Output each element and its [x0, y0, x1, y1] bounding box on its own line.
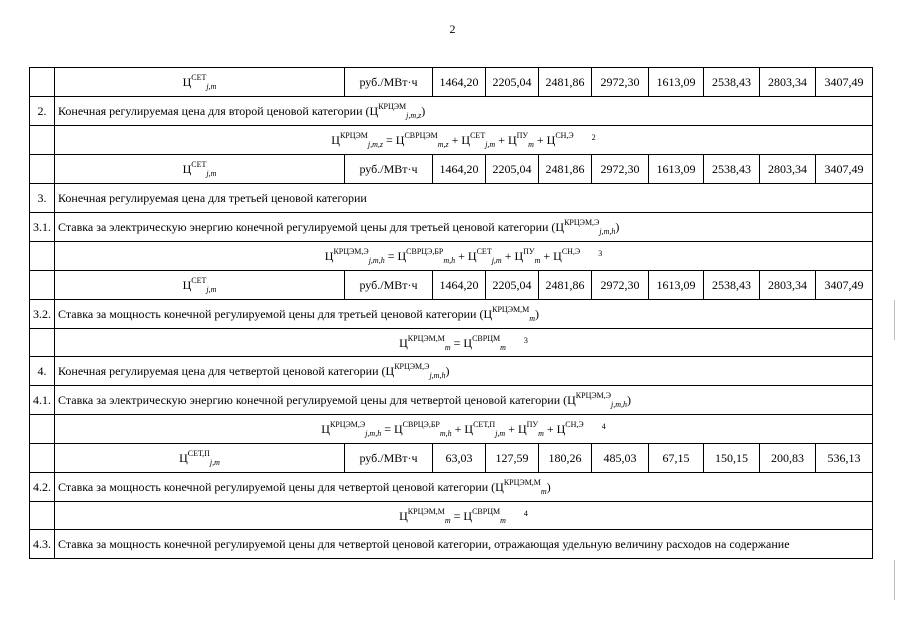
unit-cell: руб./МВт·ч	[345, 155, 433, 184]
section-title	[55, 97, 873, 126]
section-title	[55, 386, 873, 415]
formula-lhs	[321, 420, 381, 438]
formula-lhs-sup: КРЦЭМ,Э	[329, 420, 366, 429]
section-title	[55, 357, 873, 386]
formula-term	[388, 247, 455, 265]
price-symbol	[183, 73, 217, 91]
value-cell: 2972,30	[592, 68, 649, 97]
formula-term-sup: СЕТ,П	[473, 420, 496, 429]
formula-lhs-sub: j,m,h	[368, 256, 385, 265]
formula-term-sup: СЕТ	[476, 247, 492, 256]
price-symbol-base: Ц	[182, 162, 192, 176]
table-row	[30, 155, 873, 184]
section-title-sup: КРЦЭМ,Э	[564, 218, 600, 227]
formula-term	[386, 131, 449, 149]
formula-term-sup: СВРЦЭ,БР	[402, 420, 440, 429]
section-title-sub: m	[529, 314, 535, 323]
section-title-sub: j,m,h	[429, 371, 446, 380]
footnote-mark: 3	[598, 249, 603, 258]
value-cell: 200,83	[760, 444, 816, 473]
section-title-text: Ставка за мощность конечной регулируемой цены для третьей ценовой категории (Ц	[58, 307, 493, 321]
section-title-text: Ставка за мощность конечной регулируемой цены для четвертой ценовой категории (Ц	[58, 480, 504, 494]
formula-term-sub: m,h	[439, 429, 452, 438]
section-title-tail: )	[535, 307, 539, 321]
page-number: 2	[449, 22, 456, 36]
value-cell: 1464,20	[433, 68, 486, 97]
table-row	[30, 126, 873, 155]
section-title-tail: )	[421, 104, 426, 118]
table-row	[30, 386, 873, 415]
row-number: 3.2.	[30, 300, 55, 329]
section-title	[55, 473, 873, 502]
formula-term-sup: СН,Э	[555, 131, 574, 140]
section-title-sup: КРЦЭМ,М	[492, 305, 530, 314]
table-row	[30, 213, 873, 242]
formula-term-sup: ПУ	[516, 131, 529, 140]
section-title-text: Конечная регулируемая цена для третьей ценовой категории	[58, 190, 367, 205]
formula-term-base: = Ц	[387, 249, 407, 263]
table-row	[30, 97, 873, 126]
formula-term-sub: m	[528, 140, 534, 149]
value-cell: 63,03	[433, 444, 486, 473]
formula-term-sup: СН,Э	[561, 247, 581, 256]
section-title-tail: )	[445, 364, 450, 378]
row-number	[30, 126, 55, 155]
formula-term-sup: ПУ	[523, 247, 535, 256]
footnote-mark: 4	[601, 422, 606, 431]
formula-term-sup: СВРЦЭ,БР	[406, 247, 444, 256]
formula-term-sub: m	[500, 515, 506, 525]
value-cell: 2803,34	[760, 155, 816, 184]
price-symbol-sub: j,m	[206, 82, 217, 91]
row-number	[30, 271, 55, 300]
value-cell: 1464,20	[433, 271, 486, 300]
value-cell: 2803,34	[760, 68, 816, 97]
table-row	[30, 415, 873, 444]
formula-term	[458, 247, 502, 265]
formula-term	[547, 420, 584, 437]
formula-term-sub: j,m	[491, 256, 502, 265]
price-symbol-base: Ц	[182, 75, 192, 89]
unit-cell: руб./МВт·ч	[345, 68, 433, 97]
formula-term-sub: j,m	[485, 140, 496, 149]
value-cell: 150,15	[704, 444, 760, 473]
table-row	[30, 444, 873, 473]
formula-lhs	[399, 507, 451, 525]
formula-term-base: + Ц	[454, 422, 474, 436]
formula-term-base: + Ц	[504, 249, 524, 263]
section-title	[55, 300, 873, 329]
row-number: 4.2.	[30, 473, 55, 502]
row-number	[30, 155, 55, 184]
section-title-text: Конечная регулируемая цена для четвертой ценовой категории (Ц	[58, 364, 395, 378]
table-row	[30, 473, 873, 502]
value-cell: 1613,09	[649, 271, 704, 300]
price-symbol-cell	[55, 155, 345, 184]
value-cell: 1613,09	[649, 155, 704, 184]
table-row	[30, 530, 873, 559]
formula-term-sub: m	[500, 342, 506, 352]
section-title-sup: КРЦЭМ,Э	[575, 391, 612, 400]
unit-cell: руб./МВт·ч	[345, 271, 433, 300]
table-row	[30, 300, 873, 329]
value-cell: 3407,49	[816, 271, 873, 300]
table-row	[30, 329, 873, 357]
formula-lhs-base: Ц	[399, 508, 408, 523]
value-cell: 2205,04	[486, 155, 539, 184]
value-cell: 3407,49	[816, 155, 873, 184]
value-cell: 2803,34	[760, 271, 816, 300]
formula-lhs-sub: m	[444, 342, 451, 352]
formula-term-base: + Ц	[458, 249, 477, 263]
section-title-text: Ставка за электрическую энергию конечной регулируемой цены для третьей ценовой категории (Ц	[58, 220, 565, 234]
section-title	[55, 213, 873, 242]
price-symbol-sup: СЕТ,П	[187, 449, 210, 458]
price-symbol	[183, 160, 217, 178]
price-symbol-sub: j,m	[209, 458, 220, 467]
value-cell: 2972,30	[592, 155, 649, 184]
table-row	[30, 68, 873, 97]
value-cell: 2972,30	[592, 271, 649, 300]
value-cell: 2205,04	[486, 68, 539, 97]
tariff-table	[29, 67, 873, 559]
formula-term-sup: ПУ	[526, 420, 539, 429]
formula-term-sup: СВРЦЭМ	[404, 131, 438, 140]
formula-term	[452, 131, 496, 149]
formula-term	[498, 131, 534, 149]
section-title	[55, 530, 873, 559]
value-cell: 180,26	[539, 444, 592, 473]
formula-term-base: + Ц	[546, 422, 566, 436]
price-symbol-sub: j,m	[206, 285, 217, 294]
formula-term-sub: m	[534, 256, 541, 265]
footnote-mark: 4	[523, 508, 528, 518]
section-title-sup: КРЦЭМ	[378, 102, 407, 111]
margin-mark	[894, 560, 895, 600]
row-number	[30, 242, 55, 271]
section-title	[55, 184, 873, 213]
formula-term-sup: СЕТ	[470, 131, 486, 140]
formula-term	[454, 334, 506, 352]
formula-term	[455, 420, 506, 438]
margin-mark	[894, 300, 895, 340]
price-symbol-base: Ц	[179, 451, 188, 465]
table-row	[30, 271, 873, 300]
row-number	[30, 329, 55, 357]
formula-term	[543, 247, 580, 264]
formula-term-base: = Ц	[386, 133, 405, 147]
row-number: 3.1.	[30, 213, 55, 242]
section-title-sub: j,m,h	[611, 400, 628, 409]
section-title-tail: )	[615, 220, 620, 234]
formula	[399, 334, 528, 352]
row-number: 2.	[30, 97, 55, 126]
value-cell: 1613,09	[649, 68, 704, 97]
price-symbol-sup: СЕТ	[191, 276, 207, 285]
row-number: 4.3.	[30, 530, 55, 559]
row-number: 4.1.	[30, 386, 55, 415]
formula-term-sup: СН,Э	[565, 420, 584, 429]
value-cell: 485,03	[592, 444, 649, 473]
table-row	[30, 502, 873, 530]
section-title-sub: m	[540, 487, 547, 496]
formula-lhs-base: Ц	[324, 249, 334, 263]
price-symbol-cell	[55, 271, 345, 300]
formula-lhs	[399, 334, 451, 352]
formula-term-base: + Ц	[451, 133, 471, 147]
formula-term-sub: j,m	[495, 429, 506, 438]
value-cell: 2538,43	[704, 68, 760, 97]
footnote-mark: 3	[523, 335, 528, 345]
table-row	[30, 242, 873, 271]
value-cell: 2538,43	[704, 155, 760, 184]
formula	[331, 131, 595, 149]
value-cell: 2481,86	[539, 271, 592, 300]
table-row	[30, 357, 873, 386]
formula	[399, 507, 528, 525]
formula-cell	[55, 329, 873, 357]
formula-lhs	[325, 247, 385, 265]
price-symbol	[183, 276, 217, 294]
formula-lhs-sup: КРЦЭМ,Э	[333, 247, 369, 256]
row-number	[30, 68, 55, 97]
price-symbol-base: Ц	[182, 278, 192, 292]
row-number	[30, 415, 55, 444]
formula-lhs-base: Ц	[399, 335, 408, 350]
section-title-text: Ставка за мощность конечной регулируемой цены для четвертой ценовой категории, отражающая удельную величину расходов на содержание	[58, 536, 790, 551]
price-symbol-sup: СЕТ	[191, 73, 207, 82]
footnote-mark: 2	[591, 133, 596, 142]
row-number	[30, 502, 55, 530]
formula-cell	[55, 126, 873, 155]
value-cell: 2481,86	[539, 68, 592, 97]
formula-term-base: + Ц	[508, 422, 527, 436]
value-cell: 2481,86	[539, 155, 592, 184]
value-cell: 2538,43	[704, 271, 760, 300]
formula-lhs-sup: КРЦЭМ,М	[407, 333, 445, 343]
formula	[321, 420, 605, 438]
value-cell: 1464,20	[433, 155, 486, 184]
formula-term-base: + Ц	[536, 133, 556, 147]
formula-term-base: = Ц	[453, 335, 473, 350]
formula	[325, 247, 602, 265]
section-title-sup: КРЦЭМ,Э	[394, 362, 430, 371]
formula-term	[537, 131, 574, 148]
formula-lhs-base: Ц	[321, 422, 330, 436]
row-number: 3.	[30, 184, 55, 213]
formula-term	[505, 247, 541, 265]
formula-cell	[55, 415, 873, 444]
formula-lhs-sup: КРЦЭМ,М	[407, 506, 445, 516]
value-cell: 67,15	[649, 444, 704, 473]
price-symbol-cell	[55, 68, 345, 97]
formula-term-base: + Ц	[543, 249, 562, 263]
row-number	[30, 444, 55, 473]
value-cell: 2205,04	[486, 271, 539, 300]
formula-cell	[55, 242, 873, 271]
section-title-text: Конечная регулируемая цена для второй ценовой категории (Ц	[58, 104, 379, 118]
value-cell: 536,13	[816, 444, 873, 473]
formula-term	[454, 507, 506, 525]
formula-lhs	[331, 131, 383, 149]
price-symbol-cell	[55, 444, 345, 473]
formula-term-base: + Ц	[498, 133, 517, 147]
section-title-tail: )	[627, 393, 632, 407]
formula-term-sub: m,h	[443, 256, 456, 265]
table-row	[30, 184, 873, 213]
price-symbol-sub: j,m	[206, 169, 217, 178]
price-symbol	[179, 449, 220, 467]
row-number: 4.	[30, 357, 55, 386]
section-title-sub: j,m,z	[406, 111, 422, 120]
formula-lhs-sub: j,m,z	[367, 140, 384, 149]
price-symbol-sup: СЕТ	[191, 160, 207, 169]
section-title-tail: )	[546, 480, 551, 494]
formula-lhs-sup: КРЦЭМ	[339, 131, 368, 140]
section-title-sup: КРЦЭМ,М	[503, 478, 541, 487]
formula-term-sup: СВРЦМ	[472, 333, 501, 343]
formula-lhs-sub: j,m,h	[365, 429, 382, 438]
section-title-sub: j,m,h	[599, 227, 616, 236]
value-cell: 3407,49	[816, 68, 873, 97]
formula-cell	[55, 502, 873, 530]
formula-term-sub: m	[538, 429, 544, 438]
section-title-text: Ставка за электрическую энергию конечной регулируемой цены для четвертой ценовой категории (Ц	[58, 393, 576, 407]
formula-term-sub: m,z	[437, 140, 449, 149]
formula-lhs-base: Ц	[331, 133, 340, 147]
unit-cell: руб./МВт·ч	[345, 444, 433, 473]
value-cell: 127,59	[486, 444, 539, 473]
formula-term-base: = Ц	[384, 422, 403, 436]
formula-term-sup: СВРЦМ	[472, 506, 501, 516]
formula-term	[508, 420, 544, 438]
formula-term-base: = Ц	[453, 508, 473, 523]
formula-lhs-sub: m	[444, 515, 451, 525]
formula-term	[384, 420, 451, 438]
